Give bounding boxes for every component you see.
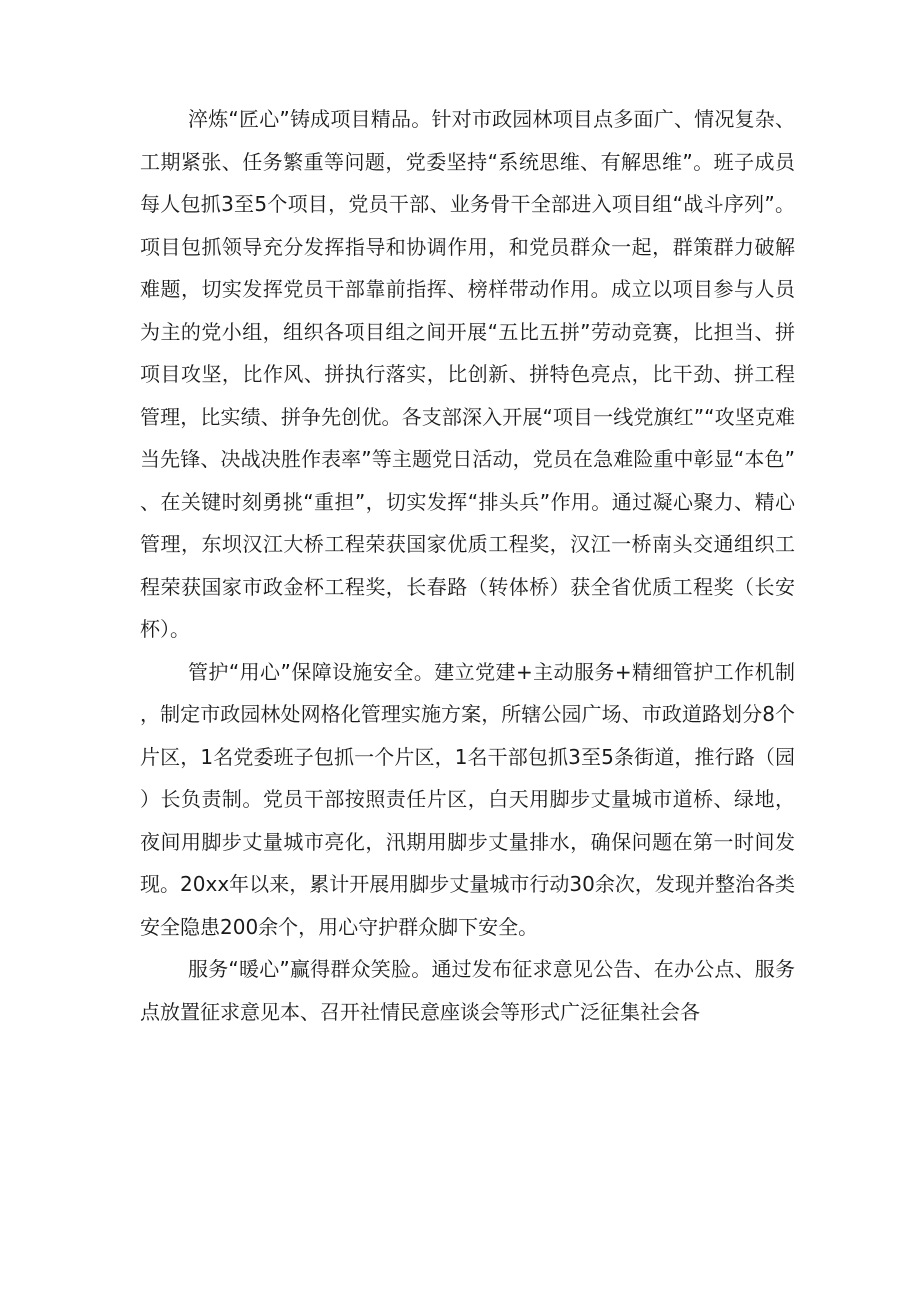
document-body — [140, 98, 795, 1033]
paragraph-craftsmanship: 淬炼“匠心”铸成项目精品。针对市政园林项目点多面广、情况复杂、工期紧张、任务繁重等问题，党委坚持“系统思维、有解思维”。班子成员每人包抓3至5个项目，党员干部、业务骨干全部进入项目组“战斗序列”。项目包抓领导充分发挥指导和协调作用，和党员群众一起，群策群力破解难题，切实发挥党员干部靠前指挥、榜样带动作用。成立以项目参与人员为主的党小组，组织各项目组之间开展“五比五拼”劳动竞赛，比担当、拼项目攻坚，比作风、拼执行落实，比创新、拼特色亮点，比干劲、拼工程管理，比实绩、拼争先创优。各支部深入开展“项目一线党旗红”“攻坚克难当先锋、决战决胜作表率”等主题党日活动，党员在急难险重中彰显“本色”、在关键时刻勇挑“重担”，切实发挥“排头兵”作用。通过凝心聚力、精心管理，东坝汉江大桥工程荣获国家优质工程奖，汉江一桥南头交通组织工程荣获国家市政金杯工程奖，长春路（转体桥）获全省优质工程奖（长安杯）。 — [140, 107, 795, 641]
paragraph-service: 服务“暖心”赢得群众笑脸。通过发布征求意见公告、在办公点、服务点放置征求意见本、召开社情民意座谈会等形式广泛征集社会各 — [140, 957, 795, 1024]
paragraph-facility-safety: 管护“用心”保障设施安全。建立党建+主动服务+精细管护工作机制，制定市政园林处网格化管理实施方案，所辖公园广场、市政道路划分8个片区，1名党委班子包抓一个片区，1名干部包抓3至5条街道，推行路（园）长负责制。党员干部按照责任片区，白天用脚步丈量城市道桥、绿地，夜间用脚步丈量城市亮化，汛期用脚步丈量排水，确保问题在第一时间发现。20xx年以来，累计开展用脚步丈量城市行动30余次，发现并整治各类安全隐患200余个，用心守护群众脚下安全。 — [140, 659, 795, 939]
